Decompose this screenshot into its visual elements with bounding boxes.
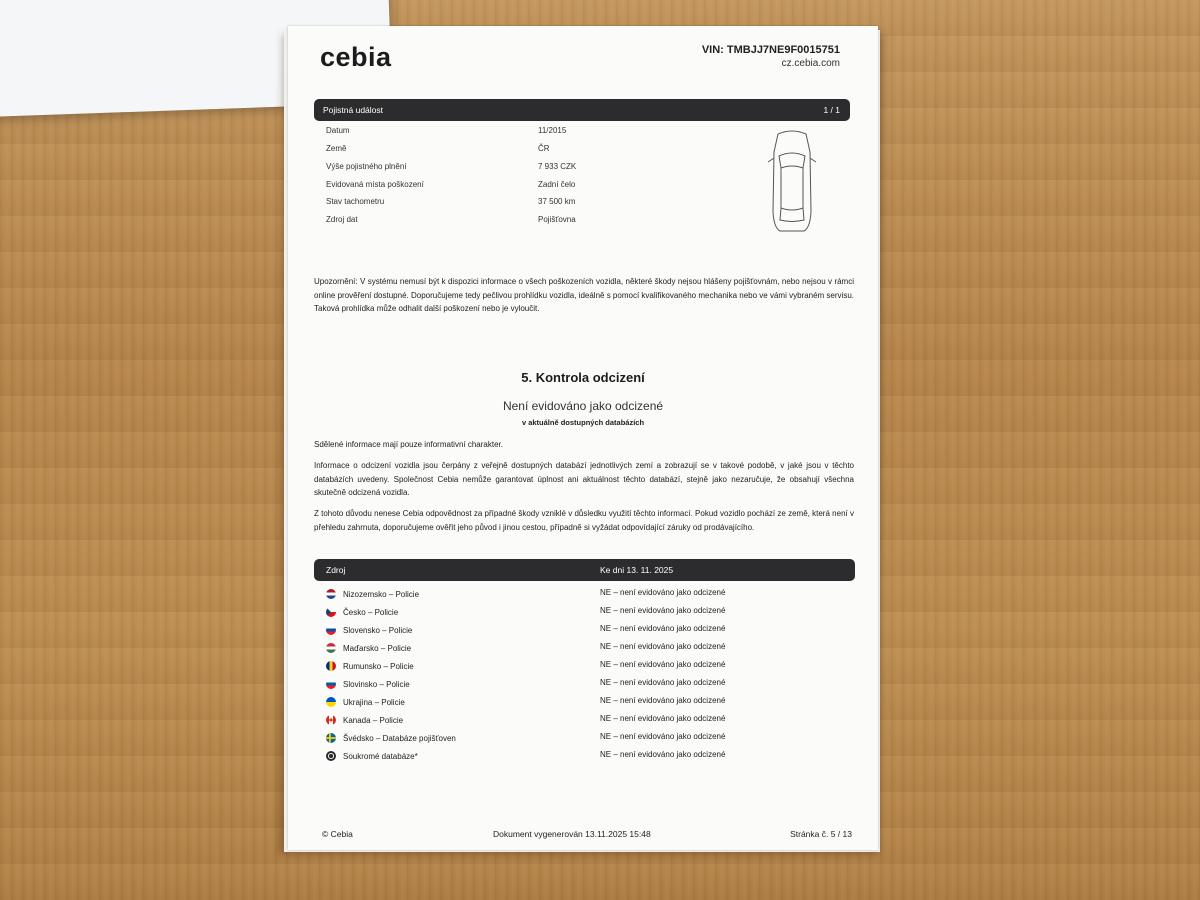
slovakia-flag-icon [326,625,336,635]
source-name: Česko – Policie [343,608,399,617]
row-value: 11/2015 [538,126,567,135]
theft-status-sub: v aktuálně dostupných databázích [521,418,645,427]
source-name: Rumunsko – Policie [343,662,414,671]
table-row [326,677,846,695]
theft-status-value: NE – není evidováno jako odcizené [600,660,726,669]
row-value: ČR [538,144,550,153]
row-label: Evidovaná místa poškození [326,180,424,189]
netherlands-flag-icon [326,589,336,599]
theft-status-value: NE – není evidováno jako odcizené [600,750,726,759]
theft-status-value: NE – není evidováno jako odcizené [600,624,726,633]
row-value: 7 933 CZK [538,162,577,171]
theft-status-value: NE – není evidováno jako odcizené [600,732,726,741]
column-source: Zdroj [326,565,346,575]
theft-status-value: NE – není evidováno jako odcizené [600,696,726,705]
canada-flag-icon [326,715,336,725]
insurance-event-page: 1 / 1 [823,105,840,115]
insurance-event-bar [314,99,850,121]
vin-number: VIN: TMBJJ7NE9F0015751 [701,44,840,56]
insurance-event-title: Pojistná událost [323,105,384,115]
theft-paragraph-3: Z tohoto důvodu nenese Cebia odpovědnost za případné škody vzniklé v důsledku využití těchto informací. Pokud vozidlo pochází ze země, která není v přehledu zahrnuta, doporučujeme ověřit jeho původ i jinou cestou, případně si vyžádat odpovídající záruky od prodávajícího. [314,509,854,532]
footer-generated: Dokument vygenerován 13.11.2025 15:48 [493,829,651,839]
theft-status-value: NE – není evidováno jako odcizené [600,588,726,597]
source-name: Slovensko – Policie [343,626,413,635]
source-name: Nizozemsko – Policie [343,590,420,599]
table-row [326,587,846,605]
romania-flag-icon [326,661,336,671]
row-label: Stav tachometru [326,197,385,206]
document-page [288,26,878,850]
source-name: Švédsko – Databáze pojišťoven [343,734,456,743]
column-date: Ke dni 13. 11. 2025 [600,565,674,575]
car-outline-icon [764,128,820,234]
theft-paragraph-2: Informace o odcizení vozidla jsou čerpány z veřejně dostupných databází jednotlivých zemí a zobrazují se v takové podobě, v jaké jsou v těchto databázích uvedeny. Společnost Cebia nemůže garantovat úplnost ani aktuálnost těchto databází, stejně jako nezaručuje, že obsahují všechna skutečně odcizená vozidla. [314,461,854,497]
sweden-flag-icon [326,733,336,743]
website-url: cz.cebia.com [781,58,840,69]
private-database-icon [326,751,336,761]
row-value: 37 500 km [538,197,576,206]
table-row [326,713,846,731]
vin-block [702,44,840,69]
source-name: Soukromé databáze* [343,752,418,761]
row-label: Datum [326,126,350,135]
czech-flag-icon [326,607,336,617]
table-row [326,695,846,713]
hungary-flag-icon [326,643,336,653]
ukraine-flag-icon [326,697,336,707]
theft-table-header [314,559,855,581]
theft-status-value: NE – není evidováno jako odcizené [600,714,726,723]
footer-copyright: © Cebia [322,829,353,839]
cebia-logo: cebia [320,42,392,72]
theft-section-heading: 5. Kontrola odcizení [521,370,645,385]
row-value: Zadní čelo [538,180,576,189]
theft-status-value: NE – není evidováno jako odcizené [600,642,726,651]
source-name: Kanada – Policie [343,716,404,725]
row-label: Země [326,144,347,153]
damage-notice: Upozornění: V systému nemusí být k dispozici informace o všech poškozeních vozidla, některé škody nejsou hlášeny pojišťovnám, nebo nejsou v rámci online prověření dostupné. Doporučujeme tedy pečlivou prohlídku vozidla, ideálně s pomocí kvalifikovaného mechanika nebo ve vámi vybraném servisu. Taková prohlídka může odhalit další poškození nebo je vyloučit. [314,277,854,313]
table-row [326,659,846,677]
theft-status-value: NE – není evidováno jako odcizené [600,606,726,615]
theft-paragraph-1: Sdělené informace mají pouze informativní charakter. [314,440,503,449]
footer-page-number: Stránka č. 5 / 13 [790,829,852,839]
table-row [326,749,846,767]
source-name: Ukrajina – Policie [343,698,405,707]
theft-status: Není evidováno jako odcizené [502,399,664,413]
table-row [326,641,846,659]
source-name: Slovinsko – Policie [343,680,410,689]
slovenia-flag-icon [326,679,336,689]
row-value: Pojišťovna [538,215,576,224]
table-row [326,731,846,749]
table-row [326,623,846,641]
table-row [326,605,846,623]
row-label: Výše pojistného plnění [326,162,407,171]
row-label: Zdroj dat [326,215,358,224]
theft-status-value: NE – není evidováno jako odcizené [600,678,726,687]
source-name: Maďarsko – Policie [343,644,412,653]
